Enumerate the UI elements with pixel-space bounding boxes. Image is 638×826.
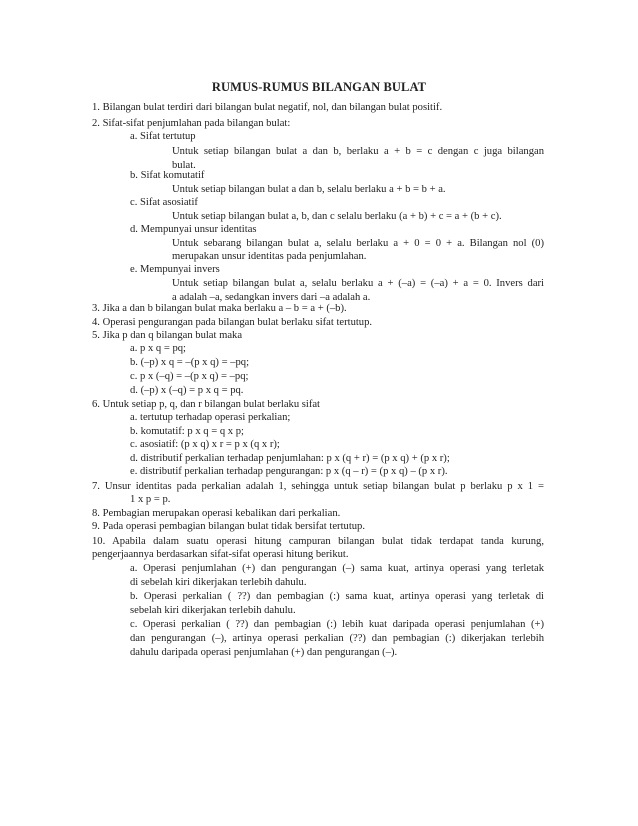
text-line: 1 x p = p. — [130, 494, 171, 505]
text-line: e. distributif perkalian terhadap pengurangan: p x (q – r) = (p x q) – (p x r). — [130, 466, 448, 477]
text-line: d. Mempunyai unsur identitas — [130, 224, 257, 235]
text-line: 10. Apabila dalam suatu operasi hitung campuran bilangan bulat tidak terdapat tanda kurung, — [92, 536, 544, 547]
text-line: di sebelah kiri dikerjakan terlebih dahulu. — [130, 577, 307, 588]
text-line: a. Operasi penjumlahan (+) dan pengurangan (–) sama kuat, artinya operasi yang terletak — [130, 563, 544, 574]
text-line: Untuk setiap bilangan bulat a dan b, selalu berlaku a + b = b + a. — [172, 184, 446, 195]
text-line: 3. Jika a dan b bilangan bulat maka berlaku a – b = a + (–b). — [92, 303, 347, 314]
text-line: b. (–p) x q = –(p x q) = –pq; — [130, 357, 250, 368]
text-line: Untuk setiap bilangan bulat a dan b, berlaku a + b = c dengan c juga bilangan — [172, 146, 544, 157]
text-line: 4. Operasi pengurangan pada bilangan bulat berlaku sifat tertutup. — [92, 317, 373, 328]
text-line: e. Mempunyai invers — [130, 264, 220, 275]
text-line: 9. Pada operasi pembagian bilangan bulat tidak bersifat tertutup. — [92, 521, 366, 532]
text-line: c. Operasi perkalian ( ??) dan pembagian (:) lebih kuat daripada operasi penjumlahan (+) — [130, 619, 544, 630]
text-line: d. distributif perkalian terhadap penjumlahan: p x (q + r) = (p x q) + (p x r); — [130, 453, 450, 464]
text-line: d. (–p) x (–q) = p x q = pq. — [130, 385, 244, 396]
text-line: b. Sifat komutatif — [130, 170, 205, 181]
text-line: 5. Jika p dan q bilangan bulat maka — [92, 330, 243, 341]
text-line: a. tertutup terhadap operasi perkalian; — [130, 412, 291, 423]
text-line: Untuk sebarang bilangan bulat a, selalu berlaku a + 0 = 0 + a. Bilangan nol (0) — [172, 238, 544, 249]
text-line: c. Sifat asosiatif — [130, 197, 198, 208]
text-line: pengerjaannya berdasarkan sifat-sifat operasi hitung berikut. — [92, 549, 349, 560]
text-line: b. komutatif: p x q = q x p; — [130, 426, 244, 437]
text-line: merupakan unsur identitas pada penjumlahan. — [172, 251, 367, 262]
text-line: bulat. — [172, 160, 196, 171]
text-line: dan pengurangan (–), artinya operasi perkalian (??) dan pembagian (:) dikerjakan terlebih — [130, 633, 544, 644]
text-line: a. Sifat tertutup — [130, 131, 196, 142]
text-line: a. p x q = pq; — [130, 343, 186, 354]
text-line: Untuk setiap bilangan bulat a, b, dan c selalu berlaku (a + b) + c = a + (b + c). — [172, 211, 502, 222]
text-line: 7. Unsur identitas pada perkalian adalah 1, sehingga untuk setiap bilangan bulat p berlaku p x 1 = — [92, 481, 544, 492]
text-line: 6. Untuk setiap p, q, dan r bilangan bulat berlaku sifat — [92, 399, 321, 410]
page-title: RUMUS-RUMUS BILANGAN BULAT — [211, 80, 427, 94]
text-line: c. p x (–q) = –(p x q) = –pq; — [130, 371, 249, 382]
text-line: Untuk setiap bilangan bulat a, selalu berlaku a + (–a) = (–a) + a = 0. Invers dari — [172, 278, 544, 289]
text-line: 1. Bilangan bulat terdiri dari bilangan bulat negatif, nol, dan bilangan bulat positif. — [92, 102, 443, 113]
text-line: 2. Sifat-sifat penjumlahan pada bilangan bulat: — [92, 118, 291, 129]
text-line: a adalah –a, sedangkan invers dari –a adalah a. — [172, 292, 371, 303]
text-line: sebelah kiri dikerjakan terlebih dahulu. — [130, 605, 296, 616]
text-line: c. asosiatif: (p x q) x r = p x (q x r); — [130, 439, 280, 450]
text-line: dahulu daripada operasi penjumlahan (+) dan pengurangan (–). — [130, 647, 398, 658]
text-line: 8. Pembagian merupakan operasi kebalikan dari perkalian. — [92, 508, 341, 519]
text-line: b. Operasi perkalian ( ??) dan pembagian (:) sama kuat, artinya operasi yang terletak di — [130, 591, 544, 602]
